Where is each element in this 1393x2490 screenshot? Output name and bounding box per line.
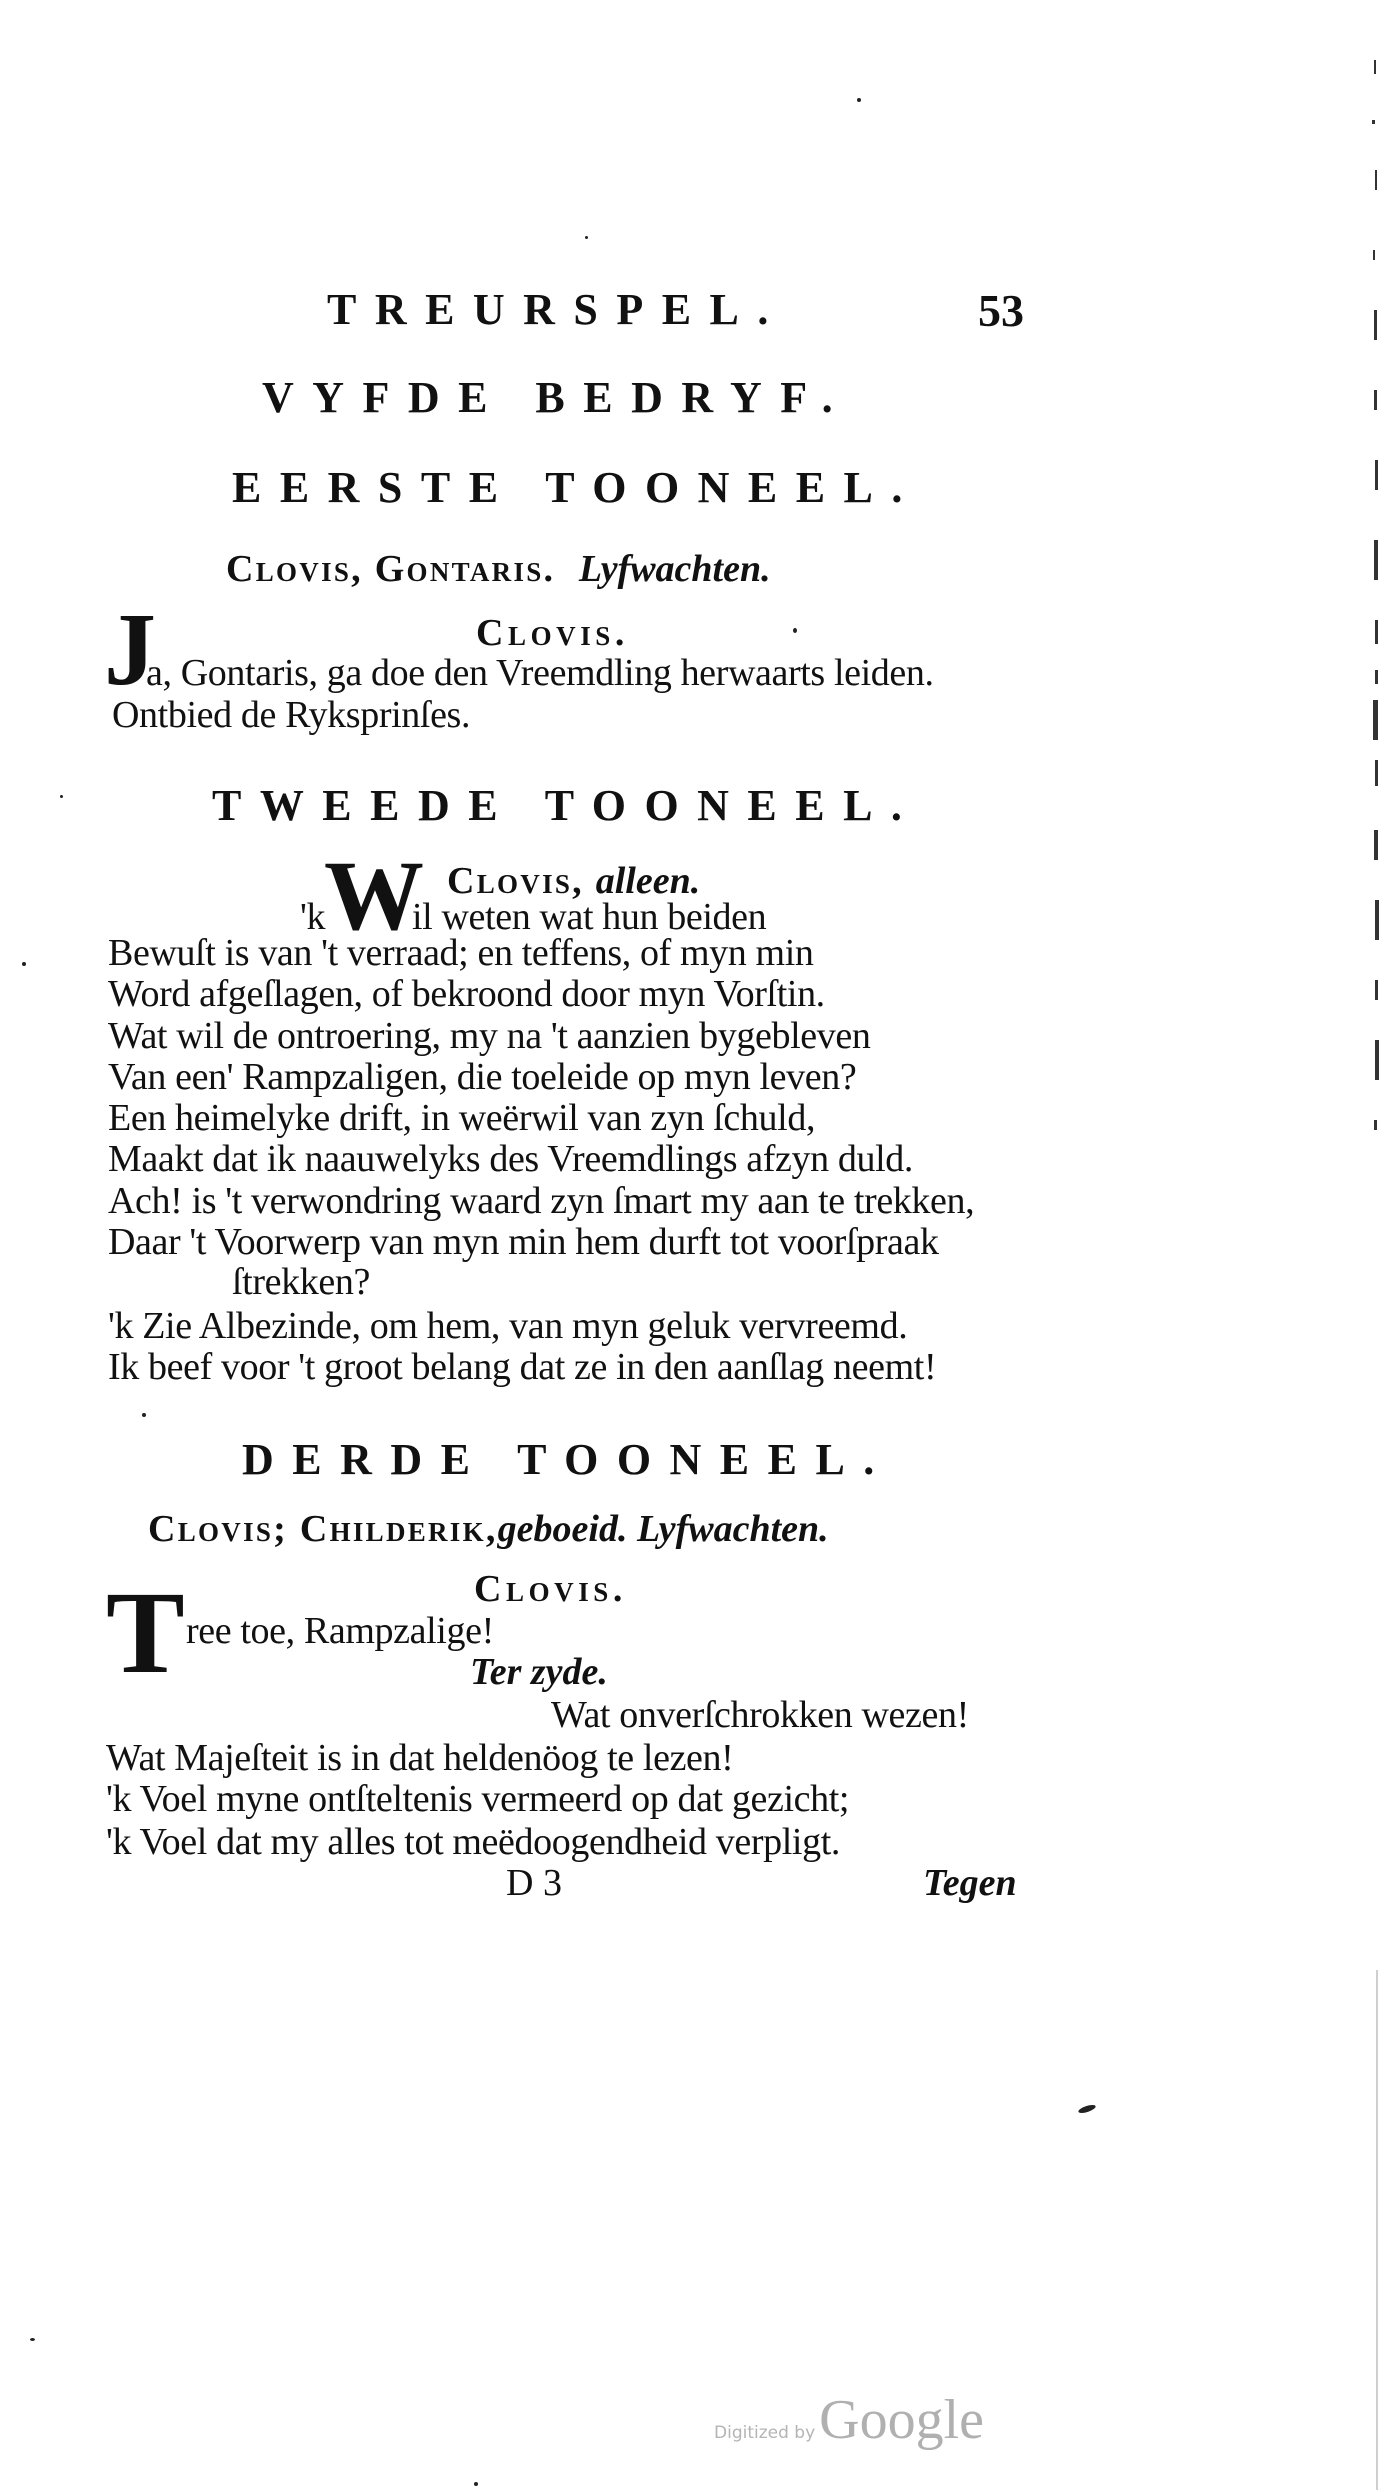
drop-cap-w: W	[324, 840, 424, 951]
cast-names: Clovis,	[447, 860, 584, 902]
verse-line: Ontbied de Ryksprinſes.	[112, 694, 471, 736]
cast-list-3	[148, 1510, 829, 1548]
page-edge-line	[1376, 1970, 1378, 2490]
signature-mark: D 3	[506, 1862, 562, 1904]
verse-line-runover: ſtrekken?	[232, 1261, 370, 1303]
verse-line: Bewuſt is van 't verraad; en teffens, of myn min	[108, 932, 814, 974]
cast-list-1	[226, 550, 771, 588]
cast-note: geboeid. Lyfwachten.	[497, 1508, 829, 1550]
scene-heading-3: DERDE TOONEEL.	[242, 1435, 893, 1484]
drop-cap-t: T	[106, 1567, 185, 1698]
verse-line: Wat onverſchrokken wezen!	[551, 1694, 969, 1736]
scan-speck	[474, 2482, 478, 2486]
digitized-by-watermark	[714, 2389, 985, 2451]
stage-direction: Ter zyde.	[470, 1651, 608, 1693]
verse-line: 'k Voel myne ontſteltenis vermeerd op dat gezicht;	[106, 1778, 850, 1820]
drop-cap-j: J	[104, 592, 156, 707]
verse-line: Maakt dat ik naauwelyks des Vreemdlings afzyn duld.	[108, 1138, 913, 1180]
scan-speck	[585, 236, 588, 239]
scan-speck	[30, 2338, 35, 2341]
google-logo: Google	[819, 2389, 985, 2451]
verse-line: Van een' Rampzaligen, die toeleide op myn leven?	[108, 1056, 857, 1098]
act-heading: VYFDE BEDRYF.	[262, 373, 852, 422]
page-edge-shadow-marks	[1368, 60, 1384, 1160]
verse-prefix: 'k	[300, 896, 326, 938]
scan-speck	[60, 795, 63, 798]
verse-line: ree toe, Rampzalige!	[186, 1610, 494, 1652]
speaker-label-1: Clovis.	[476, 612, 629, 654]
scan-speck	[793, 628, 797, 633]
verse-line: Daar 't Voorwerp van myn min hem durft tot voorſpraak	[108, 1221, 939, 1263]
verse-line: il weten wat hun beiden	[412, 896, 767, 938]
scene-heading-1: EERSTE TOONEEL.	[232, 463, 921, 512]
verse-line: Ik beef voor 't groot belang dat ze in den aanſlag neemt!	[108, 1346, 937, 1388]
speaker-label-3: Clovis.	[474, 1568, 627, 1610]
verse-line: 'k Zie Albezinde, om hem, van myn geluk vervreemd.	[108, 1305, 908, 1347]
scan-speck	[142, 1413, 146, 1417]
page-number: 53	[978, 285, 1024, 336]
running-head-title: TREURSPEL.	[327, 285, 787, 334]
cast-note: Lyfwachten.	[578, 548, 771, 590]
cast-note: alleen.	[595, 860, 701, 902]
verse-line: a, Gontaris, ga doe den Vreemdling herwaarts leiden.	[146, 652, 934, 694]
scan-speck	[857, 98, 861, 102]
scene-heading-2: TWEEDE TOONEEL.	[212, 781, 921, 830]
catchword: Tegen	[923, 1862, 1017, 1904]
verse-line: Word afgeſlagen, of bekroond door myn Vorſtin.	[108, 973, 825, 1015]
scan-speck	[22, 962, 26, 966]
verse-line: Ach! is 't verwondring waard zyn ſmart my aan te trekken,	[108, 1180, 975, 1222]
cast-list-2	[447, 862, 700, 900]
watermark-prefix: Digitized by	[714, 2423, 816, 2443]
cast-names: Clovis, Gontaris.	[226, 548, 556, 590]
verse-line: Wat Majeſteit is in dat heldenöog te lezen!	[106, 1737, 734, 1779]
scan-speck	[1078, 2103, 1097, 2114]
verse-line: Een heimelyke drift, in weërwil van zyn ſchuld,	[108, 1097, 816, 1139]
cast-names: Clovis; Childerik,	[148, 1508, 498, 1550]
verse-line: Wat wil de ontroering, my na 't aanzien bygebleven	[108, 1015, 871, 1057]
verse-line: 'k Voel dat my alles tot meëdoogendheid verpligt.	[106, 1821, 841, 1863]
